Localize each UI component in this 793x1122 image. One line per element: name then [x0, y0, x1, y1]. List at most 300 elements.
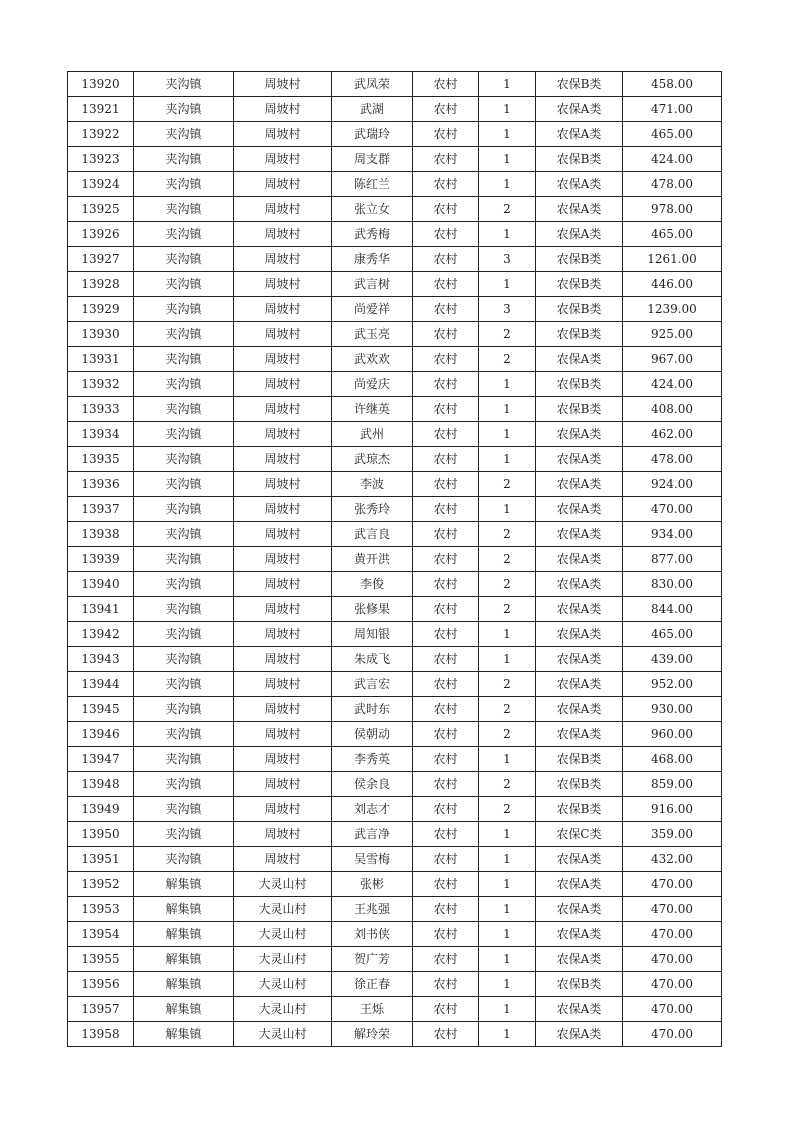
cell-village: 周坡村: [234, 97, 332, 122]
cell-village: 周坡村: [234, 472, 332, 497]
cell-village: 周坡村: [234, 372, 332, 397]
cell-village: 周坡村: [234, 722, 332, 747]
cell-insurance-category: 农保B类: [536, 797, 623, 822]
cell-household-type: 农村: [413, 1022, 479, 1047]
cell-town: 夹沟镇: [134, 72, 234, 97]
cell-household-size: 2: [479, 797, 536, 822]
cell-name: 张彬: [332, 872, 413, 897]
cell-amount: 478.00: [623, 172, 722, 197]
cell-household-size: 1: [479, 97, 536, 122]
cell-amount: 830.00: [623, 572, 722, 597]
cell-insurance-category: 农保A类: [536, 847, 623, 872]
cell-village: 周坡村: [234, 447, 332, 472]
cell-town: 夹沟镇: [134, 322, 234, 347]
cell-serial-number: 13939: [68, 547, 134, 572]
cell-name: 康秀华: [332, 247, 413, 272]
cell-insurance-category: 农保B类: [536, 147, 623, 172]
cell-household-type: 农村: [413, 547, 479, 572]
cell-village: 周坡村: [234, 497, 332, 522]
cell-insurance-category: 农保B类: [536, 372, 623, 397]
cell-amount: 458.00: [623, 72, 722, 97]
cell-town: 夹沟镇: [134, 372, 234, 397]
cell-household-size: 1: [479, 172, 536, 197]
cell-amount: 1261.00: [623, 247, 722, 272]
cell-name: 武言宏: [332, 672, 413, 697]
table-row: [68, 572, 722, 597]
cell-household-size: 1: [479, 647, 536, 672]
cell-amount: 877.00: [623, 547, 722, 572]
cell-insurance-category: 农保A类: [536, 672, 623, 697]
cell-household-type: 农村: [413, 297, 479, 322]
cell-insurance-category: 农保A类: [536, 422, 623, 447]
benefit-roster-table: [67, 71, 722, 1047]
cell-household-type: 农村: [413, 497, 479, 522]
table-row: [68, 722, 722, 747]
cell-insurance-category: 农保A类: [536, 197, 623, 222]
cell-town: 夹沟镇: [134, 447, 234, 472]
cell-household-type: 农村: [413, 347, 479, 372]
cell-household-type: 农村: [413, 247, 479, 272]
cell-name: 侯余良: [332, 772, 413, 797]
cell-name: 尚爱庆: [332, 372, 413, 397]
cell-insurance-category: 农保A类: [536, 597, 623, 622]
cell-village: 周坡村: [234, 122, 332, 147]
table-row: [68, 397, 722, 422]
table-row: [68, 522, 722, 547]
cell-town: 夹沟镇: [134, 222, 234, 247]
cell-household-size: 3: [479, 297, 536, 322]
cell-name: 张秀玲: [332, 497, 413, 522]
cell-amount: 978.00: [623, 197, 722, 222]
cell-household-size: 1: [479, 147, 536, 172]
cell-insurance-category: 农保A类: [536, 722, 623, 747]
cell-insurance-category: 农保A类: [536, 472, 623, 497]
cell-insurance-category: 农保A类: [536, 447, 623, 472]
cell-household-size: 1: [479, 997, 536, 1022]
table-row: [68, 72, 722, 97]
cell-amount: 471.00: [623, 97, 722, 122]
cell-amount: 916.00: [623, 797, 722, 822]
cell-insurance-category: 农保A类: [536, 122, 623, 147]
cell-serial-number: 13932: [68, 372, 134, 397]
cell-household-size: 2: [479, 347, 536, 372]
cell-serial-number: 13931: [68, 347, 134, 372]
cell-household-size: 2: [479, 772, 536, 797]
cell-household-type: 农村: [413, 147, 479, 172]
cell-town: 夹沟镇: [134, 272, 234, 297]
cell-serial-number: 13950: [68, 822, 134, 847]
cell-household-size: 1: [479, 922, 536, 947]
cell-town: 夹沟镇: [134, 97, 234, 122]
table-row: [68, 122, 722, 147]
cell-town: 解集镇: [134, 997, 234, 1022]
cell-name: 周知银: [332, 622, 413, 647]
cell-serial-number: 13943: [68, 647, 134, 672]
cell-name: 黄开洪: [332, 547, 413, 572]
cell-insurance-category: 农保C类: [536, 822, 623, 847]
cell-town: 夹沟镇: [134, 147, 234, 172]
cell-name: 武言树: [332, 272, 413, 297]
cell-name: 武秀梅: [332, 222, 413, 247]
cell-household-size: 1: [479, 1022, 536, 1047]
cell-serial-number: 13958: [68, 1022, 134, 1047]
cell-insurance-category: 农保B类: [536, 72, 623, 97]
cell-household-type: 农村: [413, 572, 479, 597]
cell-town: 夹沟镇: [134, 822, 234, 847]
cell-amount: 462.00: [623, 422, 722, 447]
cell-amount: 359.00: [623, 822, 722, 847]
cell-serial-number: 13947: [68, 747, 134, 772]
cell-amount: 408.00: [623, 397, 722, 422]
cell-serial-number: 13951: [68, 847, 134, 872]
table-row: [68, 247, 722, 272]
cell-household-type: 农村: [413, 872, 479, 897]
cell-town: 解集镇: [134, 897, 234, 922]
cell-household-size: 1: [479, 847, 536, 872]
cell-name: 周支群: [332, 147, 413, 172]
cell-amount: 924.00: [623, 472, 722, 497]
cell-serial-number: 13942: [68, 622, 134, 647]
cell-household-size: 3: [479, 247, 536, 272]
table-row: [68, 997, 722, 1022]
cell-name: 武州: [332, 422, 413, 447]
cell-insurance-category: 农保A类: [536, 547, 623, 572]
cell-household-type: 农村: [413, 447, 479, 472]
cell-name: 张立女: [332, 197, 413, 222]
cell-amount: 424.00: [623, 372, 722, 397]
cell-village: 周坡村: [234, 222, 332, 247]
cell-insurance-category: 农保B类: [536, 272, 623, 297]
cell-town: 夹沟镇: [134, 122, 234, 147]
cell-town: 夹沟镇: [134, 622, 234, 647]
table-row: [68, 847, 722, 872]
cell-town: 解集镇: [134, 922, 234, 947]
cell-town: 夹沟镇: [134, 172, 234, 197]
cell-insurance-category: 农保B类: [536, 322, 623, 347]
table-row: [68, 947, 722, 972]
cell-village: 周坡村: [234, 572, 332, 597]
cell-serial-number: 13945: [68, 697, 134, 722]
cell-name: 武言净: [332, 822, 413, 847]
table-row: [68, 547, 722, 572]
cell-village: 大灵山村: [234, 897, 332, 922]
cell-household-size: 1: [479, 947, 536, 972]
cell-village: 周坡村: [234, 522, 332, 547]
cell-town: 夹沟镇: [134, 347, 234, 372]
cell-serial-number: 13926: [68, 222, 134, 247]
cell-name: 李俊: [332, 572, 413, 597]
table-row: [68, 747, 722, 772]
cell-serial-number: 13954: [68, 922, 134, 947]
cell-serial-number: 13940: [68, 572, 134, 597]
cell-household-size: 1: [479, 822, 536, 847]
cell-village: 大灵山村: [234, 872, 332, 897]
table-row: [68, 472, 722, 497]
cell-serial-number: 13920: [68, 72, 134, 97]
table-row: [68, 347, 722, 372]
cell-amount: 470.00: [623, 1022, 722, 1047]
cell-household-type: 农村: [413, 647, 479, 672]
cell-village: 周坡村: [234, 847, 332, 872]
cell-town: 夹沟镇: [134, 747, 234, 772]
table-row: [68, 147, 722, 172]
cell-amount: 465.00: [623, 222, 722, 247]
table-row: [68, 622, 722, 647]
cell-insurance-category: 农保A类: [536, 647, 623, 672]
cell-household-type: 农村: [413, 972, 479, 997]
cell-serial-number: 13933: [68, 397, 134, 422]
cell-serial-number: 13928: [68, 272, 134, 297]
cell-insurance-category: 农保B类: [536, 972, 623, 997]
cell-amount: 432.00: [623, 847, 722, 872]
cell-village: 大灵山村: [234, 997, 332, 1022]
cell-serial-number: 13922: [68, 122, 134, 147]
cell-serial-number: 13946: [68, 722, 134, 747]
cell-village: 周坡村: [234, 422, 332, 447]
cell-village: 周坡村: [234, 797, 332, 822]
cell-household-size: 1: [479, 897, 536, 922]
cell-name: 刘志才: [332, 797, 413, 822]
table-row: [68, 772, 722, 797]
cell-household-size: 1: [479, 272, 536, 297]
cell-village: 周坡村: [234, 697, 332, 722]
cell-village: 周坡村: [234, 197, 332, 222]
cell-serial-number: 13930: [68, 322, 134, 347]
cell-amount: 470.00: [623, 972, 722, 997]
cell-village: 大灵山村: [234, 1022, 332, 1047]
cell-village: 大灵山村: [234, 972, 332, 997]
cell-name: 朱成飞: [332, 647, 413, 672]
cell-town: 夹沟镇: [134, 247, 234, 272]
table-row: [68, 372, 722, 397]
cell-household-type: 农村: [413, 397, 479, 422]
cell-insurance-category: 农保A类: [536, 947, 623, 972]
cell-amount: 470.00: [623, 497, 722, 522]
table-row: [68, 797, 722, 822]
cell-amount: 925.00: [623, 322, 722, 347]
cell-household-type: 农村: [413, 747, 479, 772]
table-row: [68, 497, 722, 522]
cell-amount: 446.00: [623, 272, 722, 297]
cell-name: 尚爱祥: [332, 297, 413, 322]
cell-amount: 952.00: [623, 672, 722, 697]
cell-household-size: 1: [479, 422, 536, 447]
cell-town: 解集镇: [134, 972, 234, 997]
cell-household-size: 2: [479, 672, 536, 697]
cell-insurance-category: 农保A类: [536, 622, 623, 647]
cell-village: 周坡村: [234, 347, 332, 372]
cell-household-size: 1: [479, 872, 536, 897]
cell-town: 解集镇: [134, 1022, 234, 1047]
cell-amount: 930.00: [623, 697, 722, 722]
cell-town: 夹沟镇: [134, 197, 234, 222]
cell-household-type: 农村: [413, 172, 479, 197]
cell-town: 夹沟镇: [134, 697, 234, 722]
cell-serial-number: 13957: [68, 997, 134, 1022]
cell-household-type: 农村: [413, 97, 479, 122]
cell-village: 周坡村: [234, 597, 332, 622]
table-row: [68, 647, 722, 672]
cell-amount: 934.00: [623, 522, 722, 547]
table-row: [68, 322, 722, 347]
cell-insurance-category: 农保A类: [536, 897, 623, 922]
cell-village: 周坡村: [234, 547, 332, 572]
cell-household-type: 农村: [413, 772, 479, 797]
cell-household-type: 农村: [413, 997, 479, 1022]
cell-village: 周坡村: [234, 622, 332, 647]
cell-serial-number: 13925: [68, 197, 134, 222]
cell-insurance-category: 农保A类: [536, 872, 623, 897]
cell-village: 周坡村: [234, 247, 332, 272]
cell-name: 许继英: [332, 397, 413, 422]
cell-household-size: 1: [479, 372, 536, 397]
cell-town: 夹沟镇: [134, 422, 234, 447]
cell-household-type: 农村: [413, 622, 479, 647]
cell-town: 夹沟镇: [134, 572, 234, 597]
cell-amount: 465.00: [623, 122, 722, 147]
table-row: [68, 297, 722, 322]
cell-amount: 478.00: [623, 447, 722, 472]
cell-name: 解玲荣: [332, 1022, 413, 1047]
cell-insurance-category: 农保B类: [536, 747, 623, 772]
cell-household-type: 农村: [413, 797, 479, 822]
table-row: [68, 222, 722, 247]
cell-serial-number: 13923: [68, 147, 134, 172]
cell-household-size: 1: [479, 122, 536, 147]
cell-serial-number: 13952: [68, 872, 134, 897]
cell-household-type: 农村: [413, 697, 479, 722]
cell-household-type: 农村: [413, 272, 479, 297]
cell-insurance-category: 农保A类: [536, 222, 623, 247]
cell-town: 夹沟镇: [134, 397, 234, 422]
cell-name: 侯朝动: [332, 722, 413, 747]
table-row: [68, 972, 722, 997]
cell-household-type: 农村: [413, 72, 479, 97]
cell-town: 夹沟镇: [134, 297, 234, 322]
cell-household-size: 2: [479, 522, 536, 547]
cell-village: 周坡村: [234, 647, 332, 672]
cell-village: 周坡村: [234, 72, 332, 97]
cell-household-type: 农村: [413, 672, 479, 697]
cell-insurance-category: 农保A类: [536, 497, 623, 522]
cell-amount: 470.00: [623, 922, 722, 947]
cell-name: 王兆强: [332, 897, 413, 922]
cell-household-type: 农村: [413, 472, 479, 497]
cell-household-size: 2: [479, 472, 536, 497]
cell-town: 夹沟镇: [134, 722, 234, 747]
cell-village: 周坡村: [234, 397, 332, 422]
cell-name: 武凤荣: [332, 72, 413, 97]
cell-insurance-category: 农保B类: [536, 772, 623, 797]
table-body: [68, 72, 722, 1047]
table-row: [68, 822, 722, 847]
table-row: [68, 872, 722, 897]
cell-amount: 470.00: [623, 872, 722, 897]
cell-serial-number: 13956: [68, 972, 134, 997]
cell-insurance-category: 农保B类: [536, 247, 623, 272]
table-row: [68, 1022, 722, 1047]
cell-amount: 470.00: [623, 897, 722, 922]
cell-serial-number: 13935: [68, 447, 134, 472]
table-row: [68, 447, 722, 472]
table-row: [68, 422, 722, 447]
cell-village: 周坡村: [234, 297, 332, 322]
cell-insurance-category: 农保A类: [536, 347, 623, 372]
cell-amount: 468.00: [623, 747, 722, 772]
cell-village: 周坡村: [234, 672, 332, 697]
cell-village: 周坡村: [234, 322, 332, 347]
cell-insurance-category: 农保A类: [536, 172, 623, 197]
cell-household-size: 1: [479, 397, 536, 422]
cell-name: 武玉亮: [332, 322, 413, 347]
cell-household-size: 2: [479, 322, 536, 347]
cell-household-type: 农村: [413, 422, 479, 447]
cell-household-size: 2: [479, 197, 536, 222]
cell-name: 李秀英: [332, 747, 413, 772]
cell-serial-number: 13953: [68, 897, 134, 922]
cell-insurance-category: 农保A类: [536, 922, 623, 947]
cell-household-size: 1: [479, 622, 536, 647]
cell-serial-number: 13929: [68, 297, 134, 322]
cell-amount: 967.00: [623, 347, 722, 372]
cell-name: 武言良: [332, 522, 413, 547]
table-row: [68, 97, 722, 122]
cell-household-type: 农村: [413, 597, 479, 622]
cell-insurance-category: 农保A类: [536, 97, 623, 122]
cell-village: 周坡村: [234, 147, 332, 172]
cell-village: 周坡村: [234, 272, 332, 297]
cell-amount: 470.00: [623, 947, 722, 972]
cell-household-type: 农村: [413, 122, 479, 147]
cell-serial-number: 13955: [68, 947, 134, 972]
cell-insurance-category: 农保A类: [536, 1022, 623, 1047]
cell-household-size: 1: [479, 747, 536, 772]
cell-amount: 844.00: [623, 597, 722, 622]
cell-name: 王烁: [332, 997, 413, 1022]
cell-household-size: 2: [479, 572, 536, 597]
cell-household-type: 农村: [413, 722, 479, 747]
cell-insurance-category: 农保B类: [536, 397, 623, 422]
cell-household-size: 2: [479, 697, 536, 722]
cell-village: 大灵山村: [234, 922, 332, 947]
cell-amount: 859.00: [623, 772, 722, 797]
table-row: [68, 672, 722, 697]
cell-name: 贺广芳: [332, 947, 413, 972]
cell-name: 李波: [332, 472, 413, 497]
cell-household-type: 农村: [413, 847, 479, 872]
cell-amount: 439.00: [623, 647, 722, 672]
cell-village: 周坡村: [234, 822, 332, 847]
cell-household-type: 农村: [413, 897, 479, 922]
cell-insurance-category: 农保A类: [536, 697, 623, 722]
cell-household-size: 1: [479, 497, 536, 522]
cell-town: 夹沟镇: [134, 597, 234, 622]
cell-serial-number: 13921: [68, 97, 134, 122]
cell-household-type: 农村: [413, 947, 479, 972]
cell-household-size: 1: [479, 72, 536, 97]
table-row: [68, 697, 722, 722]
cell-town: 解集镇: [134, 947, 234, 972]
cell-name: 徐正春: [332, 972, 413, 997]
cell-serial-number: 13941: [68, 597, 134, 622]
cell-town: 解集镇: [134, 872, 234, 897]
cell-household-size: 1: [479, 447, 536, 472]
cell-amount: 470.00: [623, 997, 722, 1022]
cell-village: 周坡村: [234, 772, 332, 797]
cell-insurance-category: 农保A类: [536, 572, 623, 597]
cell-serial-number: 13949: [68, 797, 134, 822]
cell-name: 武瑞玲: [332, 122, 413, 147]
